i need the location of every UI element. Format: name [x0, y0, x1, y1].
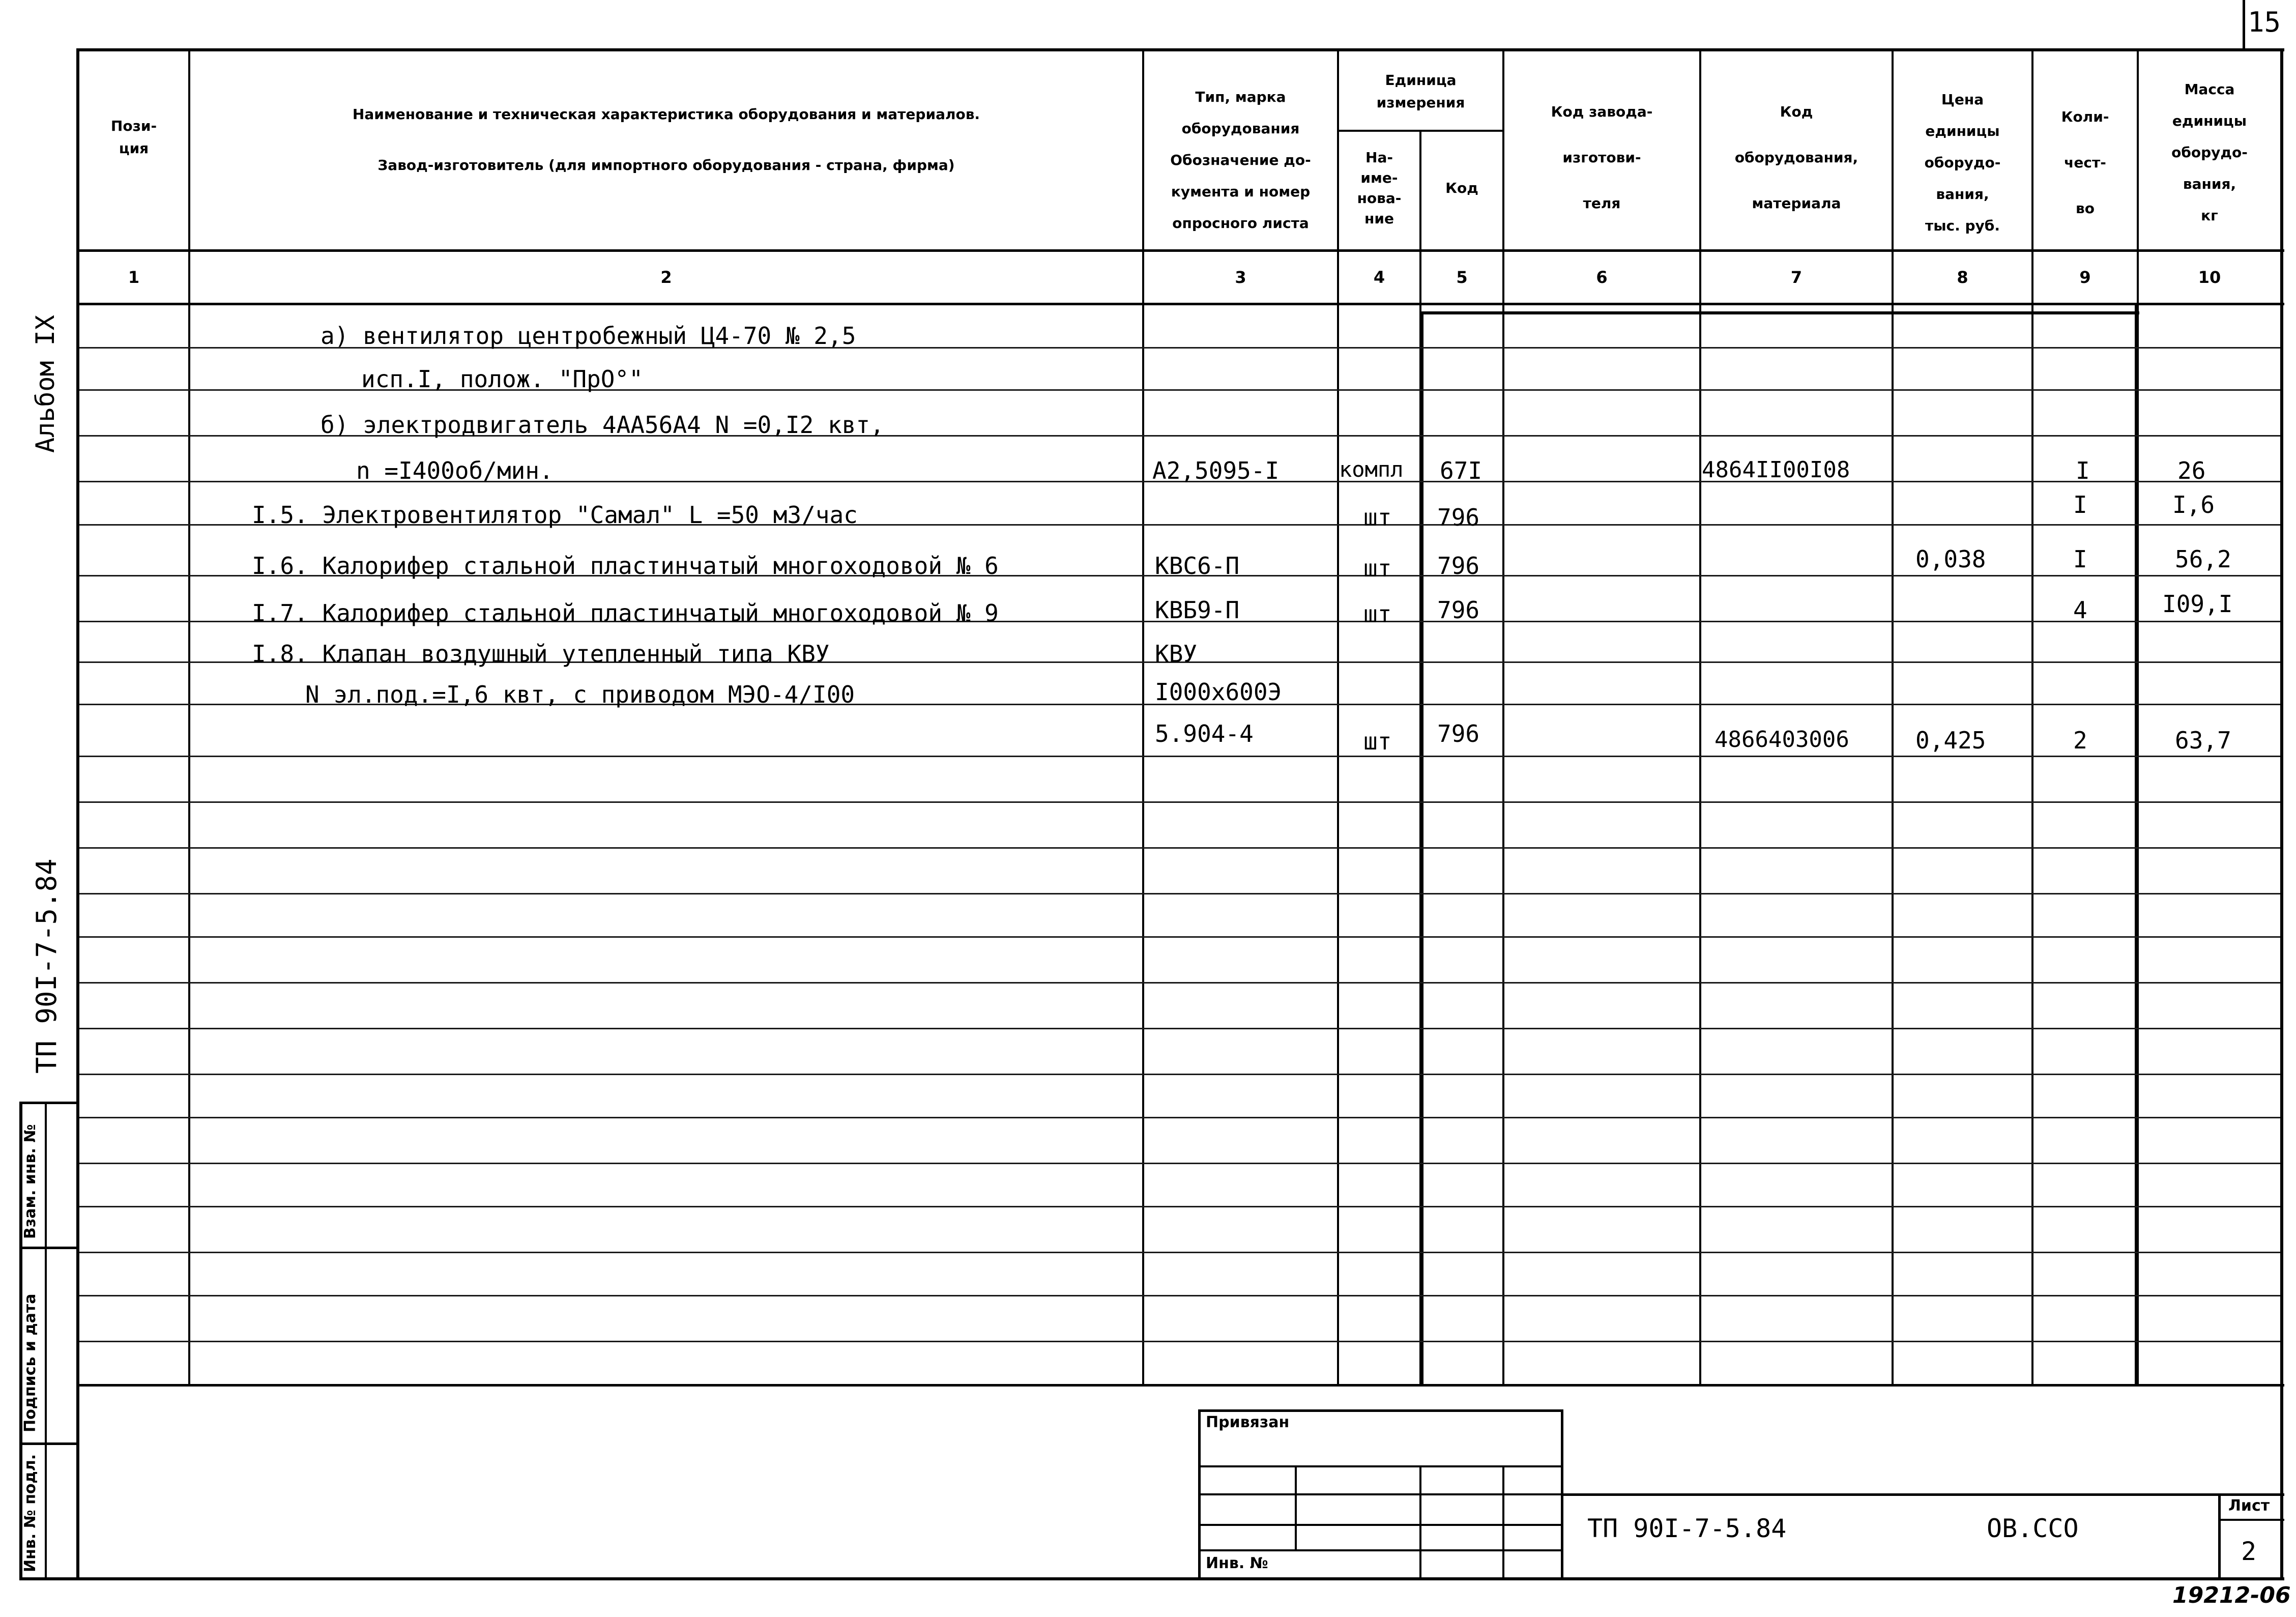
row-1-name: а) вентилятор центробежный Ц4-70 № 2,5	[321, 322, 856, 350]
row-8-type: КВУ	[1155, 640, 1198, 668]
row-6-code: 796	[1437, 552, 1480, 580]
sheet-bottom	[19, 1577, 2284, 1580]
sheet-box-split	[2218, 1519, 2284, 1521]
row-rule	[79, 1117, 2280, 1118]
row-5-name: I.5. Электровентилятор "Самал" L =50 м3/час	[252, 501, 858, 529]
row-3-name: б) электродвигатель 4АА56А4 N =0,I2 квт,	[321, 411, 884, 439]
row-7-type: КВБ9-П	[1155, 596, 1240, 624]
row-10-equip-code: 4866403006	[1714, 727, 1849, 753]
stamp-box-top	[1198, 1409, 1562, 1412]
sheet-right	[2280, 1384, 2283, 1580]
colnum-5: 5	[1456, 268, 1468, 287]
row-4-equip-code: 4864II00I08	[1702, 457, 1850, 483]
section-code: ОВ.ССО	[1987, 1514, 2079, 1543]
row-5-mass: I,6	[2172, 491, 2215, 518]
row-rule	[79, 756, 2280, 757]
row-rule	[79, 1341, 2280, 1342]
header-col2-line2: Завод-изготовитель (для импортного оборудования - страна, фирма)	[377, 157, 955, 174]
row-10-qty: 2	[2073, 727, 2087, 754]
row-4-code: 67I	[1440, 457, 1483, 484]
title-block-top	[1562, 1493, 2284, 1496]
row-9-type: I000x600Э	[1155, 678, 1282, 706]
row-7-qty: 4	[2073, 596, 2087, 624]
sheet-number: 2	[2241, 1537, 2257, 1566]
row-6-qty: I	[2073, 545, 2087, 573]
row-10-price: 0,425	[1915, 727, 1986, 754]
row-4-type: А2,5095-I	[1152, 457, 1280, 484]
header-unit-group: Единица измерения	[1376, 72, 1465, 111]
bold-block-right	[2135, 305, 2139, 1387]
row-5-qty: I	[2073, 491, 2087, 518]
row-7-unit: шт	[1363, 600, 1392, 628]
inv-no-label: Инв. №	[1206, 1554, 1268, 1572]
bold-block-top	[1419, 311, 2139, 314]
row-4-unit: компл	[1339, 457, 1404, 482]
sheet-label: Лист	[2228, 1497, 2270, 1515]
col-div-6	[1699, 48, 1701, 1387]
header-col8: Цена единицы оборудо- вания, тыс. руб.	[1924, 91, 2001, 234]
row-6-price: 0,038	[1915, 545, 1986, 573]
row-rule	[79, 1252, 2280, 1253]
side-box-split	[45, 1102, 47, 1580]
col-div-3	[1337, 48, 1339, 1387]
row-rule	[79, 1163, 2280, 1164]
stamp-col-3	[1502, 1465, 1504, 1580]
colnum-6: 6	[1596, 268, 1608, 287]
colnum-2: 2	[660, 268, 672, 287]
side-box-top	[19, 1102, 79, 1104]
header-col6: Код завода- изготови- теля	[1551, 103, 1653, 212]
stamp-row-1	[1198, 1465, 1562, 1467]
header-col10: Масса единицы оборудо- вания, кг	[2171, 81, 2248, 224]
colnum-bottom	[76, 303, 2284, 305]
row-rule	[79, 847, 2280, 849]
col-div-7	[1892, 48, 1894, 1387]
page-number-tick	[2243, 0, 2245, 48]
row-4-qty: I	[2076, 457, 2090, 484]
row-rule	[79, 1295, 2280, 1296]
header-bottom	[76, 249, 2284, 252]
row-rule	[79, 1074, 2280, 1075]
row-6-name: I.6. Калорифер стальной пластинчатый многоходовой № 6	[252, 552, 999, 580]
row-rule	[79, 801, 2280, 803]
colnum-9: 9	[2079, 268, 2091, 287]
row-4-name: n =I400об/мин.	[356, 457, 554, 484]
colnum-4: 4	[1373, 268, 1385, 287]
header-col9: Коли- чест- во	[2061, 108, 2109, 217]
row-4-mass: 26	[2177, 457, 2206, 484]
row-rule	[79, 936, 2280, 938]
row-rule	[79, 1028, 2280, 1029]
doc-code: ТП 90I-7-5.84	[1587, 1514, 1787, 1543]
inv-vzam-label: Взам. инв. №	[21, 1124, 39, 1239]
bold-block-left	[1419, 313, 1423, 1387]
sheet-box-left	[2218, 1493, 2221, 1580]
frame-top	[76, 48, 2284, 51]
unit-group-split	[1337, 130, 1504, 132]
colnum-1: 1	[128, 268, 140, 287]
colnum-8: 8	[1957, 268, 1968, 287]
col-div-2	[1142, 48, 1144, 1387]
header-col1: Пози- ция	[110, 118, 157, 157]
header-col5: Код	[1445, 180, 1478, 196]
sign-date-label: Подпись и дата	[21, 1293, 39, 1432]
row-rule	[79, 982, 2280, 984]
row-rule	[79, 1206, 2280, 1207]
row-10-type: 5.904-4	[1155, 720, 1254, 747]
frame-bottom-table	[76, 1384, 2284, 1387]
header-col4: На- име- нова- ние	[1357, 149, 1402, 227]
side-box-div-1	[19, 1247, 79, 1249]
row-2-name: исп.I, полож. "ПрО°"	[361, 365, 643, 393]
stamp-row-3	[1198, 1524, 1562, 1526]
stamp-row-2	[1198, 1493, 1562, 1495]
row-5-unit: шт	[1363, 504, 1392, 531]
row-7-code: 796	[1437, 596, 1480, 624]
header-col2-line1: Наименование и техническая характеристика оборудования и материалов.	[352, 106, 980, 123]
colnum-3: 3	[1235, 268, 1246, 287]
stamp-row-4	[1198, 1549, 1562, 1551]
header-col3: Тип, марка оборудования Обозначение до- кумента и номер опросного листа	[1170, 89, 1311, 232]
side-box-div-2	[19, 1442, 79, 1445]
row-7-name: I.7. Калорифер стальной пластинчатый многоходовой № 9	[252, 599, 999, 627]
inv-podl-label: Инв. № подл.	[21, 1454, 39, 1572]
row-6-unit: шт	[1363, 555, 1392, 582]
side-doc-label: ТП 90I-7-5.84	[31, 858, 63, 1074]
row-7-mass: I09,I	[2162, 590, 2233, 618]
row-10-mass: 63,7	[2175, 727, 2231, 754]
row-9-name: N эл.под.=I,6 квт, с приводом МЭО-4/I00	[305, 681, 855, 708]
row-6-mass: 56,2	[2175, 545, 2231, 573]
colnum-10: 10	[2198, 268, 2221, 287]
page-number: 15	[2248, 6, 2281, 38]
stamp-col-1	[1295, 1465, 1297, 1549]
col-div-1	[188, 48, 190, 1387]
privyazan-label: Привязан	[1206, 1413, 1290, 1431]
stamp-col-2	[1419, 1465, 1421, 1580]
col-div-5	[1502, 48, 1504, 1387]
colnum-7: 7	[1790, 268, 1803, 287]
footer-number: 19212-06	[2172, 1582, 2291, 1608]
row-rule	[79, 893, 2280, 894]
row-6-type: КВС6-П	[1155, 552, 1240, 580]
header-col7: Код оборудования, материала	[1734, 103, 1858, 212]
row-10-code: 796	[1437, 720, 1480, 747]
album-label: Альбом IX	[31, 315, 60, 453]
row-8-name: I.8. Клапан воздушный утепленный типа КВУ	[252, 640, 830, 668]
col-div-8	[2031, 48, 2033, 1387]
row-10-unit: шт	[1363, 728, 1392, 755]
row-5-code: 796	[1437, 504, 1480, 531]
